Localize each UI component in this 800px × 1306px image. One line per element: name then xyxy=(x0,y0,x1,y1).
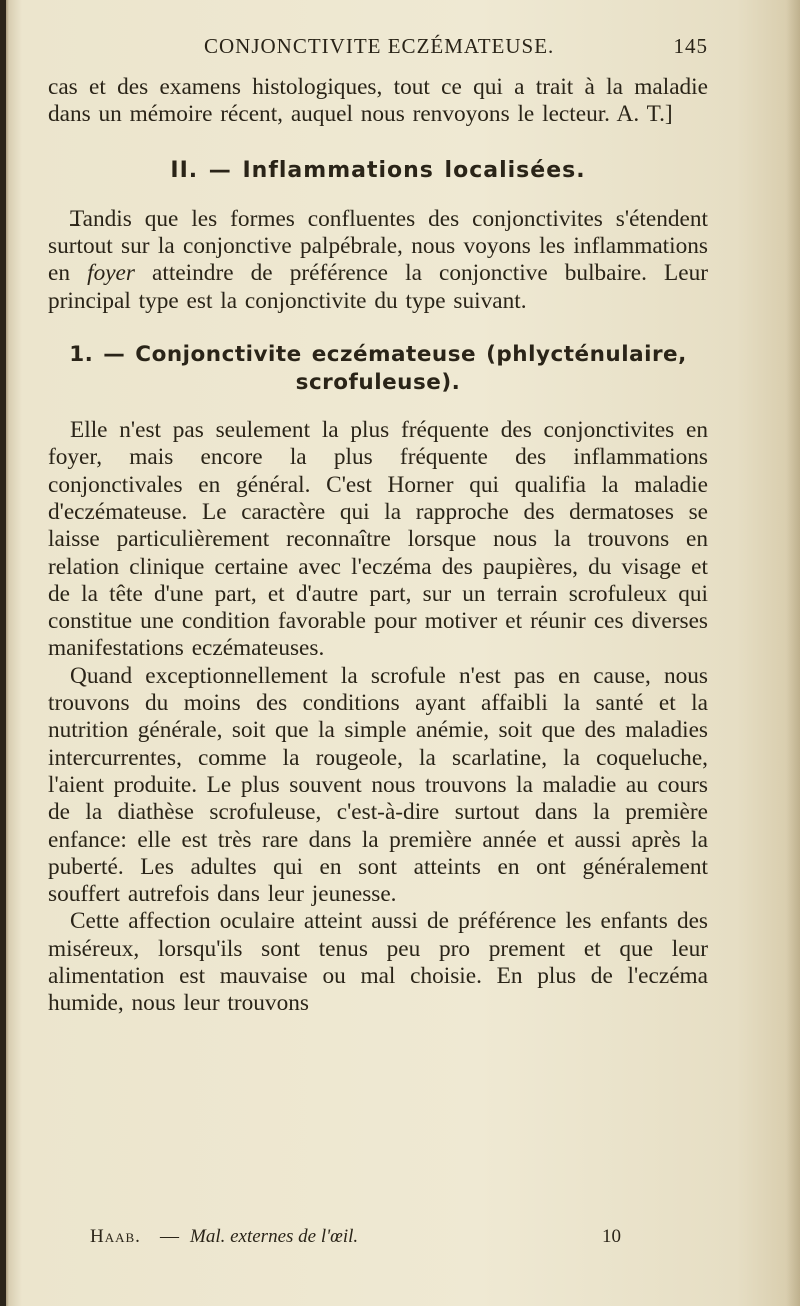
page-body xyxy=(48,74,708,1018)
paragraph-intro-text-end: atteindre de préférence la conjonctive bulbaire. Leur principal type est la conjonctivite du type suivant. xyxy=(48,260,708,314)
footer-author: Haab. xyxy=(90,1226,141,1247)
section-heading: II. — Inflammations localisées. xyxy=(170,157,586,183)
paragraph-intro-text-start: Tandis que les formes confluentes des conjonctivites s'étendent surtout sur la conjonctive palpébrale, nous voyons les inflammations en xyxy=(48,205,708,287)
paragraph-intro-italic: foyer xyxy=(87,260,135,287)
footer-signature-number: 10 xyxy=(602,1226,621,1247)
paragraph-causes: Quand exceptionnellement la scrofule n'est pas en cause, nous trouvons du moins des conditions ayant affaibli la santé et la nutrition générale, soit que la simple anémie, soit que des maladies intercurrentes, comme la rougeole, la scarlatine, la coqueluche, l'aient produite. Le plus souvent nous trouvons la maladie au cours de la diathèse scrofuleuse, c'est-à-dire surtout dans la première enfance: elle est très rare dans la première année et aussi après la puberté. Les adultes qui en sont atteints en ont généralement souffert autrefois dans leur jeunesse. xyxy=(48,662,708,908)
page-edge-shading xyxy=(786,0,800,1306)
footer-separator: — xyxy=(160,1226,179,1247)
book-spine-shadow xyxy=(0,0,6,1306)
paragraph-affected-children: Cette affection oculaire atteint aussi de préférence les enfants des miséreux, lorsqu'ils sont tenus peu pro prement et que leur alimentation est mauvaise ou mal choisie. En plus de l'eczéma humide, nous leur trouvons xyxy=(48,908,708,1017)
paragraph-description: Elle n'est pas seulement la plus fréquente des conjonctivites en foyer, mais encore la plus fréquente des inflammations conjonctivales en général. C'est Horner qui qualifia la maladie d'eczémateuse. Le caractère qui la rapproche des dermatoses se laisse particulièrement reconnaître lorsque nous la trouvons en relation clinique certaine avec l'eczéma des paupières, du visage et de la tête d'une part, et d'autre part, sur un terrain scrofuleux qui constitue une condition favorable pour motiver et réunir ces diverses manifestations eczémateuses. xyxy=(48,417,708,662)
page-footer xyxy=(90,1226,630,1254)
paragraph-intro xyxy=(48,206,708,315)
footer-book-title: Mal. externes de l'œil. xyxy=(190,1226,359,1247)
paragraph-continued: cas et des examens histologiques, tout ce qui a trait à la maladie dans un mémoire récent, auquel nous renvoyons le lecteur. A. T.] xyxy=(48,74,708,128)
running-head-title: CONJONCTIVITE ECZÉMATEUSE. xyxy=(204,34,555,58)
subsection-heading: 1. — Conjonctivite eczémateuse (phlycténulaire, scrofuleuse). xyxy=(69,342,687,396)
page-number: 145 xyxy=(673,34,708,58)
running-head xyxy=(48,34,708,60)
